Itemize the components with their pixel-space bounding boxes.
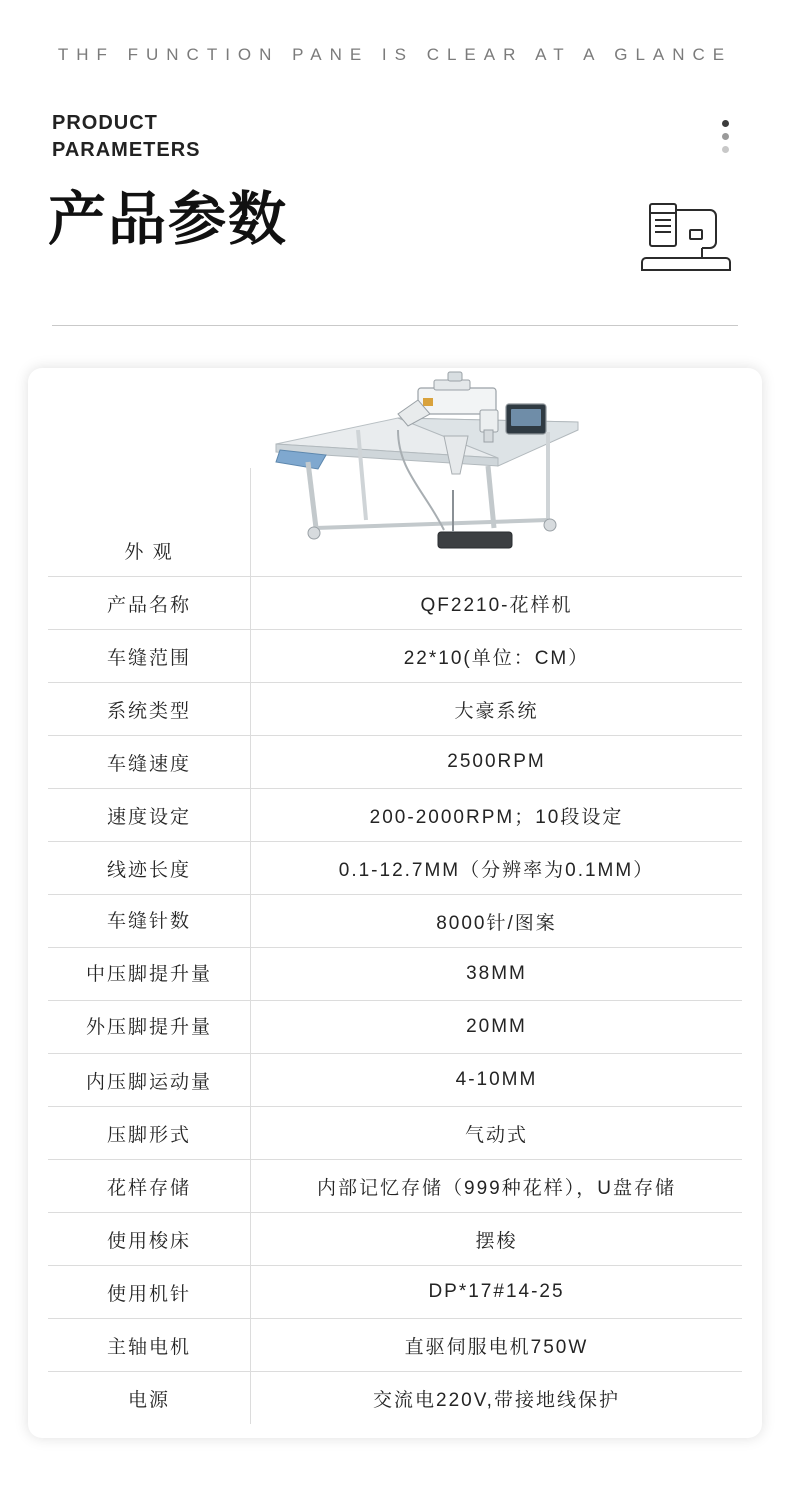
row-label: 内压脚运动量	[48, 1054, 251, 1107]
table-row	[48, 1054, 742, 1107]
row-value: 气动式	[251, 1107, 743, 1160]
dot-2	[722, 133, 729, 140]
header-divider	[52, 325, 738, 326]
page-eyebrow	[52, 110, 738, 164]
row-value: 内部记忆存储（999种花样），U盘存储	[251, 1160, 743, 1213]
row-value: 4-10MM	[251, 1054, 743, 1107]
dot-3	[722, 146, 729, 153]
row-label: 速度设定	[48, 789, 251, 842]
page-title: 产品参数	[48, 187, 289, 252]
row-value: 0.1-12.7MM（分辨率为0.1MM）	[251, 842, 743, 895]
row-label: 中压脚提升量	[48, 948, 251, 1001]
table-row	[48, 1001, 742, 1054]
row-label: 使用梭床	[48, 1213, 251, 1266]
row-value: 交流电220V,带接地线保护	[373, 1389, 620, 1411]
row-label: 产品名称	[48, 577, 251, 630]
sewing-machine-icon	[638, 200, 734, 282]
row-label: 车缝范围	[48, 630, 251, 683]
row-value: 2500RPM	[251, 736, 743, 789]
row-label: 车缝针数	[48, 895, 251, 948]
eyebrow-line-2: PARAMETERS	[52, 139, 201, 161]
top-banner-text: THF FUNCTION PANE IS CLEAR AT A GLANCE	[57, 45, 733, 64]
row-value: QF2210-花样机	[251, 577, 743, 630]
row-label: 线迹长度	[48, 842, 251, 895]
table-row	[48, 789, 742, 842]
row-value: 20MM	[251, 1001, 743, 1054]
table-row	[48, 895, 742, 948]
row-value: 38MM	[251, 948, 743, 1001]
table-row	[48, 1266, 742, 1319]
dot-1	[722, 120, 729, 127]
row-label: 电源	[48, 1372, 251, 1425]
table-row	[48, 468, 742, 577]
row-label: 使用机针	[48, 1266, 251, 1319]
spec-card	[28, 368, 762, 1438]
table-row	[48, 948, 742, 1001]
table-row	[48, 736, 742, 789]
table-row	[48, 1372, 742, 1425]
row-label: 压脚形式	[48, 1107, 251, 1160]
row-label: 系统类型	[48, 683, 251, 736]
row-value	[251, 468, 743, 577]
row-value: 摆梭	[251, 1213, 743, 1266]
specification-table	[48, 468, 742, 1424]
table-row	[48, 630, 742, 683]
table-row	[48, 1213, 742, 1266]
row-label: 车缝速度	[48, 736, 251, 789]
row-label: 花样存储	[48, 1160, 251, 1213]
row-value: 22*10(单位：CM）	[251, 630, 743, 683]
table-row	[48, 1319, 742, 1372]
table-row	[48, 1160, 742, 1213]
table-row	[48, 842, 742, 895]
table-row	[48, 1107, 742, 1160]
table-row	[48, 683, 742, 736]
row-value: DP*17#14-25	[251, 1266, 743, 1319]
eyebrow-line-1: PRODUCT	[52, 112, 158, 134]
row-value: 8000针/图案	[251, 895, 743, 948]
decorative-dots	[722, 120, 730, 159]
page-header	[48, 110, 738, 252]
row-value: 直驱伺服电机750W	[251, 1319, 743, 1372]
row-label: 外 观	[48, 468, 251, 577]
row-label: 主轴电机	[48, 1319, 251, 1372]
row-value: 大豪系统	[251, 683, 743, 736]
row-value: 200-2000RPM；10段设定	[251, 789, 743, 842]
row-label: 外压脚提升量	[48, 1001, 251, 1054]
table-row	[48, 577, 742, 630]
